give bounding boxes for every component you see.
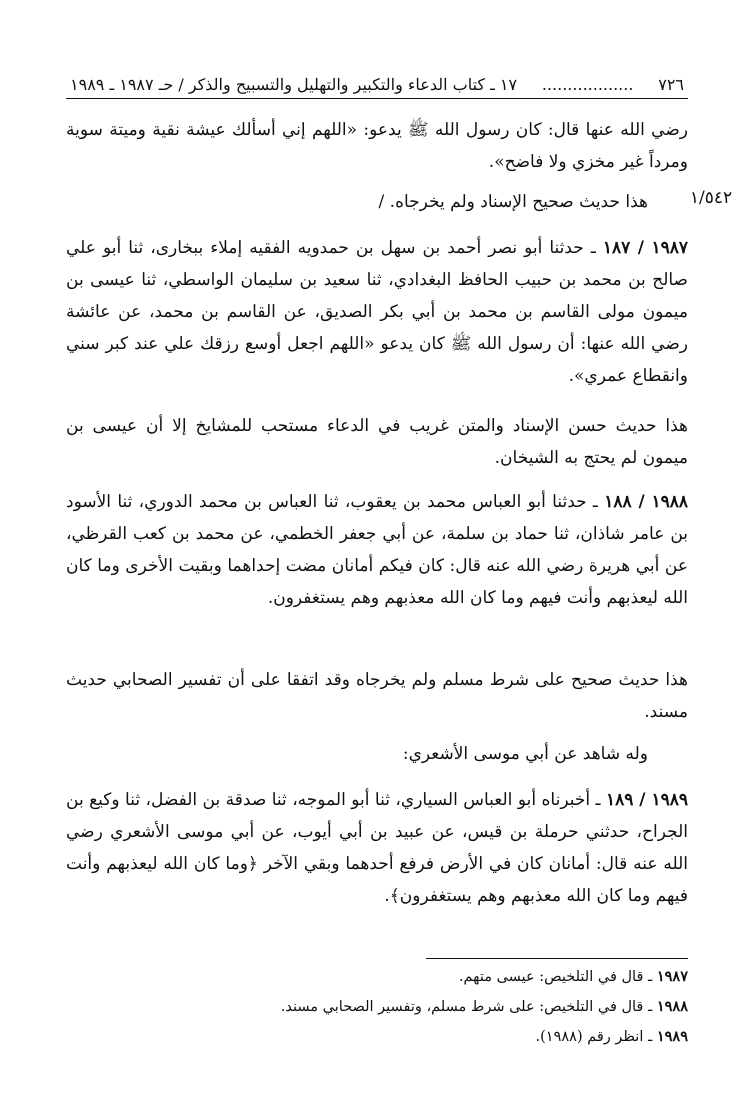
hadith-1989: [66, 784, 688, 912]
header-dots: ..................: [541, 75, 634, 94]
paragraph-4: هذا حديث حسن الإسناد والمتن غريب في الدعاء مستحب للمشايخ إلا أن عيسى بن ميمون لم يحتج به الشيخان.: [66, 416, 688, 468]
footnote-number: ١٩٨٨: [656, 998, 688, 1015]
paragraph-6: هذا حديث صحيح على شرط مسلم ولم يخرجاه وقد اتفقا على أن تفسير الصحابي حديث مسند.: [66, 670, 688, 722]
page-number: ٧٢٦: [658, 75, 684, 94]
header-rule: [66, 98, 688, 99]
hadith-text-1989: ـ أخبرناه أبو العباس السياري، ثنا أبو الموجه، ثنا صدقة بن الفضل، ثنا وكيع بن الجراح، حدثني حرملة بن قيس، عن عبيد بن أبي أيوب، عن أبي موسى الأشعري رضي الله عنه قال: أمانان كان في الأرض فرفع أحدهما وبقي الآخر ﴿وما كان الله ليعذبهم وأنت فيهم وما كان الله معذبهم وهم يستغفرون﴾.: [66, 790, 688, 906]
paragraph-7: وله شاهد عن أبي موسى الأشعري:: [402, 744, 648, 764]
footnote: [70, 994, 688, 1020]
footnote-rule: [426, 958, 688, 959]
footnote: [70, 1024, 688, 1050]
footnote-number: ١٩٨٧: [656, 968, 688, 985]
running-title: ١٧ ـ كتاب الدعاء والتكبير والتهليل والتسبيح والذكر / حـ ١٩٨٧ ـ ١٩٨٩: [70, 75, 518, 94]
paragraph-2: هذا حديث صحيح الإسناد ولم يخرجاه. /: [378, 192, 648, 212]
footnote: [70, 964, 688, 990]
hadith-text-1987: ـ حدثنا أبو نصر أحمد بن سهل بن حمدويه الفقيه إملاء ببخارى، ثنا أبو علي صالح بن محمد بن حبيب الحافظ البغدادي، ثنا سعيد بن سليمان الواسطي، ثنا عيسى بن ميمون مولى القاسم بن محمد بن أبي بكر الصديق، عن القاسم بن محمد، عن عائشة رضي الله عنها: أن رسول الله ﷺ كان يدعو «اللهم اجعل أوسع رزقك علي عند كبر سني وانقطاع عمري».: [66, 238, 688, 386]
footnote-number: ١٩٨٩: [656, 1028, 688, 1045]
hadith-1987: [66, 232, 688, 392]
hadith-number-1988: ١٩٨٨ / ١٨٨: [604, 492, 689, 512]
footnote-text: ـ انظر رقم (١٩٨٨).: [535, 1029, 657, 1045]
footnote-text: ـ قال في التلخيص: عيسى متهم.: [458, 969, 657, 985]
hadith-text-1988: ـ حدثنا أبو العباس محمد بن يعقوب، ثنا العباس بن محمد الدوري، ثنا الأسود بن عامر شاذان، ثنا حماد بن سلمة، عن أبي جعفر الخطمي، عن محمد بن كعب القرظي، عن أبي هريرة رضي الله عنه قال: كان فيكم أمانان مضت إحداهما وبقيت الأخرى وما كان الله ليعذبهم وأنت فيهم وما كان الله معذبهم وهم يستغفرون.: [66, 492, 688, 608]
footnote-text: ـ قال في التلخيص: على شرط مسلم، وتفسير الصحابي مسند.: [280, 999, 657, 1015]
page-header: [70, 62, 684, 94]
paragraph-1: رضي الله عنها قال: كان رسول الله ﷺ يدعو: «اللهم إني أسألك عيشة نقية وميتة سوية ومرداً غير مخزي ولا فاضح».: [66, 120, 688, 172]
hadith-number-1987: ١٩٨٧ / ١٨٧: [602, 238, 689, 258]
margin-reference: ١/٥٤٢: [689, 188, 733, 208]
hadith-number-1989: ١٩٨٩ / ١٨٩: [605, 790, 688, 810]
hadith-1988: [66, 486, 688, 614]
